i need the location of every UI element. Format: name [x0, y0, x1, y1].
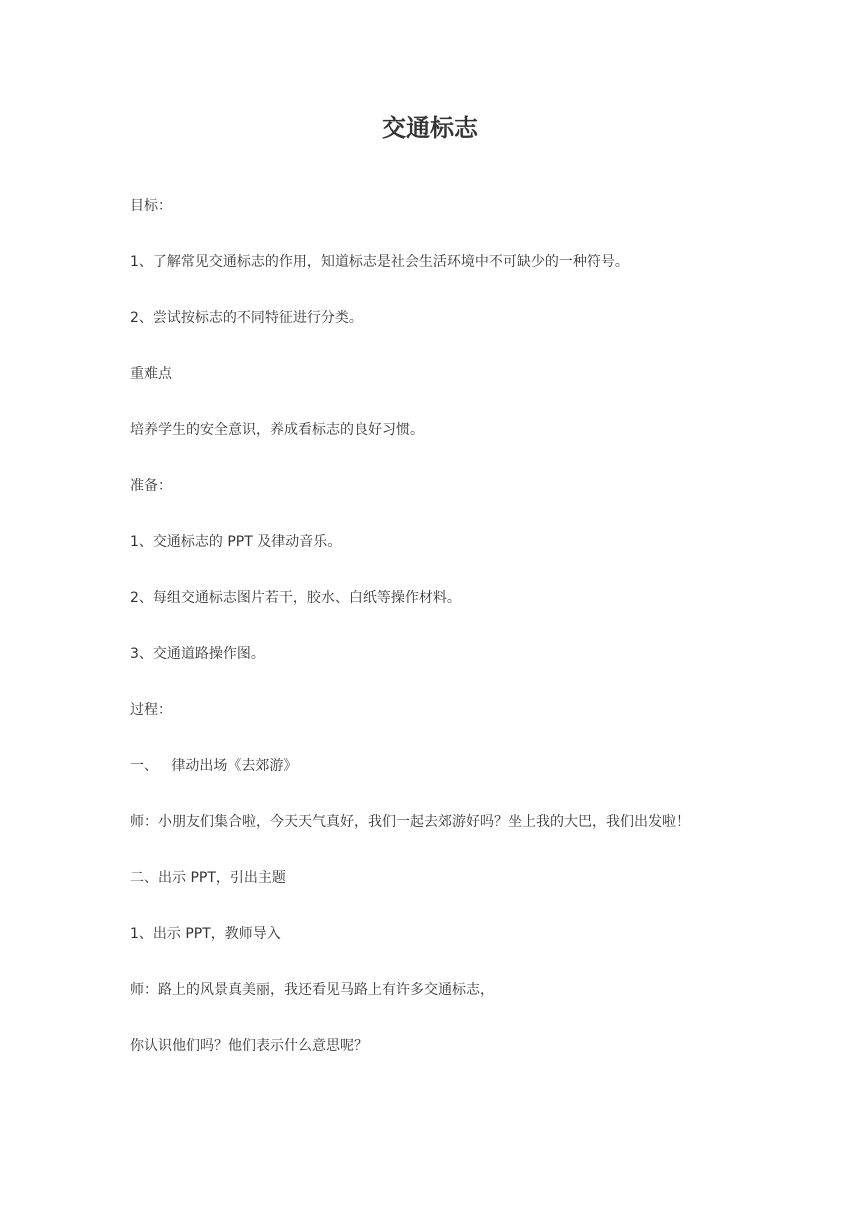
teacher-line-2: 师：路上的风景真美丽，我还看见马路上有许多交通标志， [130, 982, 494, 998]
section-heading-key-points: 重难点 [130, 366, 172, 382]
process-substep-1: 1、出示 PPT，教师导入 [130, 926, 281, 942]
teacher-line-3: 你认识他们吗？他们表示什么意思呢？ [130, 1038, 368, 1054]
section-heading-preparation: 准备： [130, 478, 172, 494]
goal-item-1: 1、了解常见交通标志的作用，知道标志是社会生活环境中不可缺少的一种符号。 [130, 254, 629, 270]
document-title: 交通标志 [382, 114, 478, 142]
section-heading-process: 过程： [130, 702, 172, 718]
preparation-item-2: 2、每组交通标志图片若干，胶水、白纸等操作材料。 [130, 590, 461, 606]
process-step-1: 一、 律动出场《去郊游》 [130, 758, 298, 774]
section-heading-goals: 目标： [130, 198, 172, 214]
goal-item-2: 2、尝试按标志的不同特征进行分类。 [130, 310, 363, 326]
preparation-item-1: 1、交通标志的 PPT 及律动音乐。 [130, 534, 342, 550]
teacher-line-1: 师：小朋友们集合啦，今天天气真好，我们一起去郊游好吗？坐上我的大巴，我们出发啦！ [130, 814, 690, 830]
preparation-item-3: 3、交通道路操作图。 [130, 646, 265, 662]
process-step-2: 二、出示 PPT，引出主题 [130, 870, 286, 886]
key-point-text: 培养学生的安全意识，养成看标志的良好习惯。 [130, 422, 424, 438]
